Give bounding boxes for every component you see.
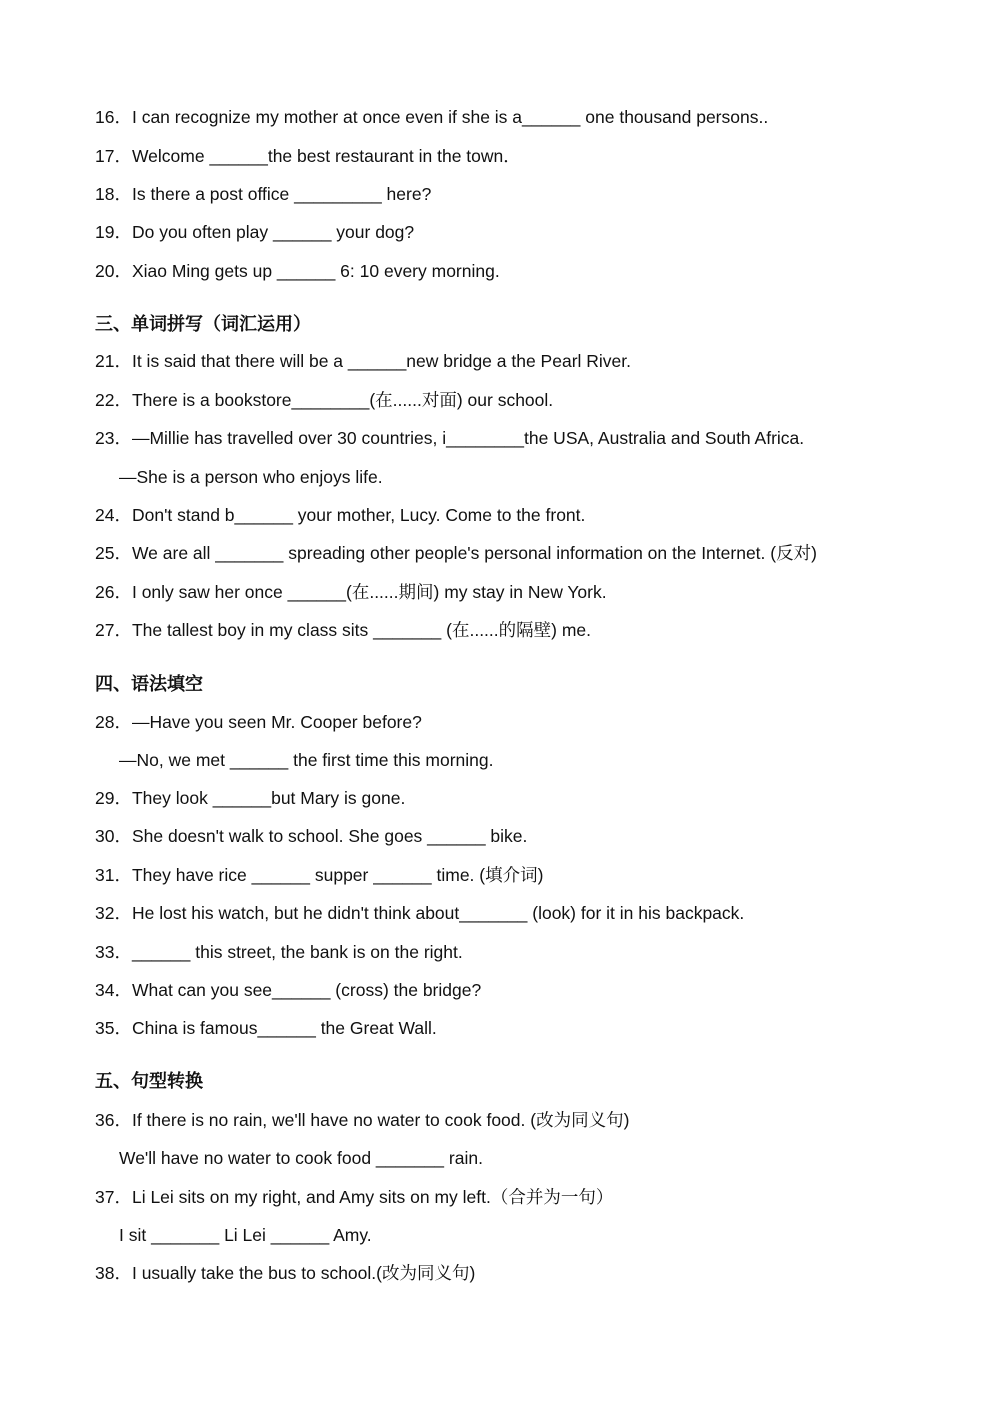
question-33: 33．______ this street, the bank is on the right. <box>95 942 463 962</box>
question-17: 17．Welcome ______the best restaurant in the town． <box>95 146 521 166</box>
question-37: 37．Li Lei sits on my right, and Amy sits on my left.（合并为一句） <box>95 1187 614 1207</box>
section-heading-sentence-transform: 五、句型转换 <box>95 1071 203 1091</box>
question-19: 19．Do you often play ______ your dog? <box>95 222 415 242</box>
question-20: 20．Xiao Ming gets up ______ 6: 10 every morning. <box>95 261 500 281</box>
question-23: 23．—Millie has travelled over 30 countries, i________the USA, Australia and South Africa. <box>95 428 805 448</box>
question-21: 21．It is said that there will be a ______new bridge a the Pearl River. <box>95 351 632 371</box>
question-35: 35．China is famous______ the Great Wall. <box>95 1018 437 1038</box>
question-24: 24．Don't stand b______ your mother, Lucy. Come to the front. <box>95 505 586 525</box>
question-25: 25．We are all _______ spreading other people's personal information on the Internet. (反对) <box>95 543 817 563</box>
question-29: 29．They look ______but Mary is gone. <box>95 788 406 808</box>
section-heading-grammar: 四、语法填空 <box>95 674 203 694</box>
question-36-answer-line: We'll have no water to cook food _______ rain. <box>119 1148 483 1168</box>
question-34: 34．What can you see______ (cross) the bridge? <box>95 980 482 1000</box>
question-32: 32．He lost his watch, but he didn't think about_______ (look) for it in his backpack. <box>95 903 745 923</box>
question-22: 22．There is a bookstore________(在......对面) our school. <box>95 390 554 410</box>
question-28-reply: —No, we met ______ the first time this morning. <box>119 750 494 770</box>
question-31: 31．They have rice ______ supper ______ time. (填介词) <box>95 865 544 885</box>
section-heading-spelling: 三、单词拼写（词汇运用） <box>95 314 311 334</box>
question-23-reply: —She is a person who enjoys life. <box>119 467 383 487</box>
question-26: 26．I only saw her once ______(在......期间) my stay in New York. <box>95 582 607 602</box>
question-30: 30．She doesn't walk to school. She goes ______ bike. <box>95 826 528 846</box>
question-36: 36．If there is no rain, we'll have no water to cook food. (改为同义句) <box>95 1110 630 1130</box>
question-37-answer-line: I sit _______ Li Lei ______ Amy. <box>119 1225 372 1245</box>
question-28: 28．—Have you seen Mr. Cooper before? <box>95 712 422 732</box>
question-16: 16．I can recognize my mother at once even if she is a______ one thousand persons.. <box>95 107 769 127</box>
question-18: 18．Is there a post office _________ here? <box>95 184 432 204</box>
question-27: 27．The tallest boy in my class sits _______ (在......的隔壁) me. <box>95 620 592 640</box>
question-38: 38．I usually take the bus to school.(改为同义句) <box>95 1263 476 1283</box>
